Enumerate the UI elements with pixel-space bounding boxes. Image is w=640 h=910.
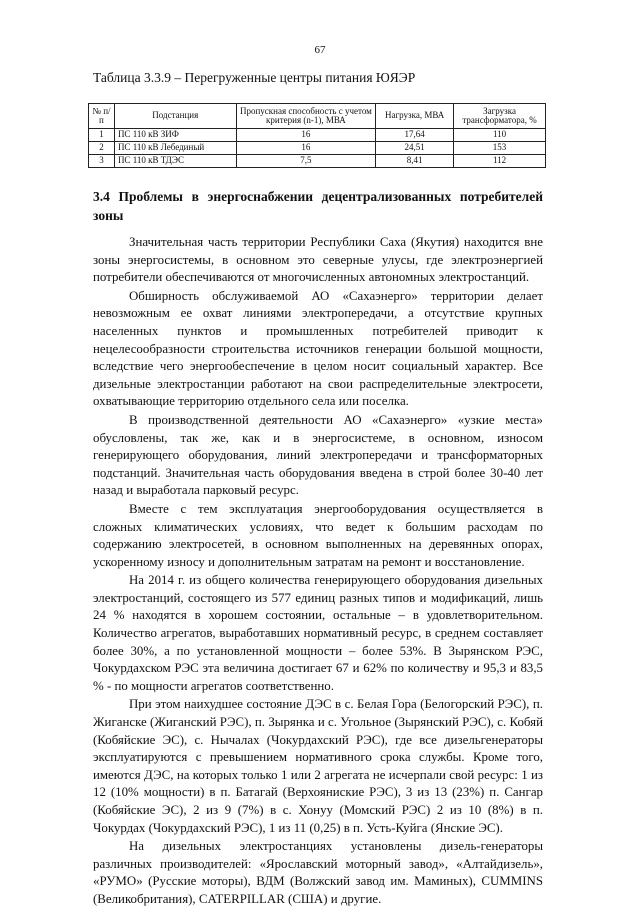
table-row: [89, 155, 546, 168]
cell-number: 2: [89, 142, 115, 155]
header-transformer-load: Загрузка трансформатора, %: [454, 104, 546, 129]
table-row: [89, 142, 546, 155]
cell-number: 1: [89, 129, 115, 142]
header-number: № п/п: [89, 104, 115, 129]
cell-capacity: 16: [236, 129, 376, 142]
cell-capacity: 16: [236, 142, 376, 155]
paragraph: Вместе с тем эксплуатация энергооборудования осуществляется в сложных климатических условиях, что ведет к большим расходам по содержанию электросетей, в основном выполненных на деревянных опорах, ускоренному износу и дополнительным затратам на ремонт и восстановление.: [93, 501, 543, 569]
cell-load: 8,41: [376, 155, 454, 168]
paragraph: При этом наихудшее состояние ДЭС в с. Белая Гора (Белогорский РЭС), п. Жиганске (Жиганский РЭС), п. Зырянка и с. Угольное (Зырянский РЭС), с. Кобяй (Кобяйские ЭС), с. Нычалах (Чокурдахский РЭС), где все дизельгенераторы эксплуатируются с превышением нормативного срока службы. Кроме того, имеются ДЭС, на которых только 1 или 2 агрегата не исчерпали свой ресурс: 1 из 12 (10% мощности) в п. Батагай (Верхоянискиe РЭС), 3 из 13 (23%) п. Сангар (Кобяйские ЭС), 2 из 9 (7%) в с. Хонуу (Момский РЭС) 2 из 10 (8%) в п. Чокурдах (Чокурдахский РЭС), 1 из 11 (0,25) в п. Усть-Куйга (Янские ЭС).: [93, 697, 543, 835]
cell-substation: ПС 110 кВ ЗИФ: [114, 129, 236, 142]
overloaded-substations-table: [88, 103, 546, 168]
paragraph: На 2014 г. из общего количества генерирующего оборудования дизельных электростанций, состоящего из 577 единиц разных типов и модификаций, лишь 24 % находятся в хорошем состоянии, остальные – в удовлетворительном. Количество агрегатов, выработавших нормативный ресурс, в среднем составляет более 30%, а по установленной мощности – более 53%. В Зырянском РЭС, Чокурдахском РЭС эта величина достигает 67 и 62% по количеству и 95,3 и 83,5 % - по мощности агрегатов соответственно.: [93, 573, 543, 693]
section-heading: 3.4 Проблемы в энергоснабжении децентрализованных потребителей зоны: [93, 189, 543, 223]
page-number: 67: [314, 44, 326, 56]
table-caption: Таблица 3.3.9 – Перегруженные центры питания ЮЯЭР: [93, 70, 416, 85]
header-substation: Подстанция: [114, 104, 236, 129]
header-load: Нагрузка, МВА: [376, 104, 454, 129]
cell-load: 24,51: [376, 142, 454, 155]
header-capacity: Пропускная способность с учетом критерия (n-1), МВА: [236, 104, 376, 129]
cell-transformer-load: 153: [454, 142, 546, 155]
paragraph: Значительная часть территории Республики Саха (Якутия) находится вне зоны энергосистемы, в основном это северные улусы, где электроэнергией потребители обеспечиваются от многочисленных автономных электростанций.: [93, 235, 543, 285]
table-row: [89, 129, 546, 142]
cell-load: 17,64: [376, 129, 454, 142]
paragraph: Обширность обслуживаемой АО «Сахаэнерго» территории делает невозможным ее охват линиями электропередачи, а отсутствие крупных населенных пунктов и промышленных потребителей приводит к нецелесообразности строительства источников генерации большой мощности, вследствие чего энергообеспечение в целом носит социальный характер. Все дизельные электростанции работают на свои распределительные электросети, охватывающие территорию отдельного села или поселка.: [93, 288, 543, 409]
body-text: [93, 234, 543, 910]
cell-transformer-load: 110: [454, 129, 546, 142]
cell-substation: ПС 110 кВ ТДЭС: [114, 155, 236, 168]
cell-number: 3: [89, 155, 115, 168]
paragraph: В производственной деятельности АО «Сахаэнерго» «узкие места» обусловлены, так же, как и в энергосистеме, в основном, износом генерирующего оборудования, линий электропередачи и трансформаторных подстанций. Значительная часть оборудования введена в строй более 30-40 лет назад и выработала парковый ресурс.: [93, 412, 543, 498]
cell-transformer-load: 112: [454, 155, 546, 168]
table-header-row: [89, 104, 546, 129]
paragraph: На дизельных электростанциях установлены дизель-генераторы различных производителей: «Ярославский моторный завод», «Алтайдизель», «РУМО» (Русские моторы), ВДМ (Волжский завод им. Маминых), CUMMINS (Великобритания), CATERPILLAR (США) и другие.: [93, 839, 543, 906]
cell-capacity: 7,5: [236, 155, 376, 168]
cell-substation: ПС 110 кВ Лебединый: [114, 142, 236, 155]
